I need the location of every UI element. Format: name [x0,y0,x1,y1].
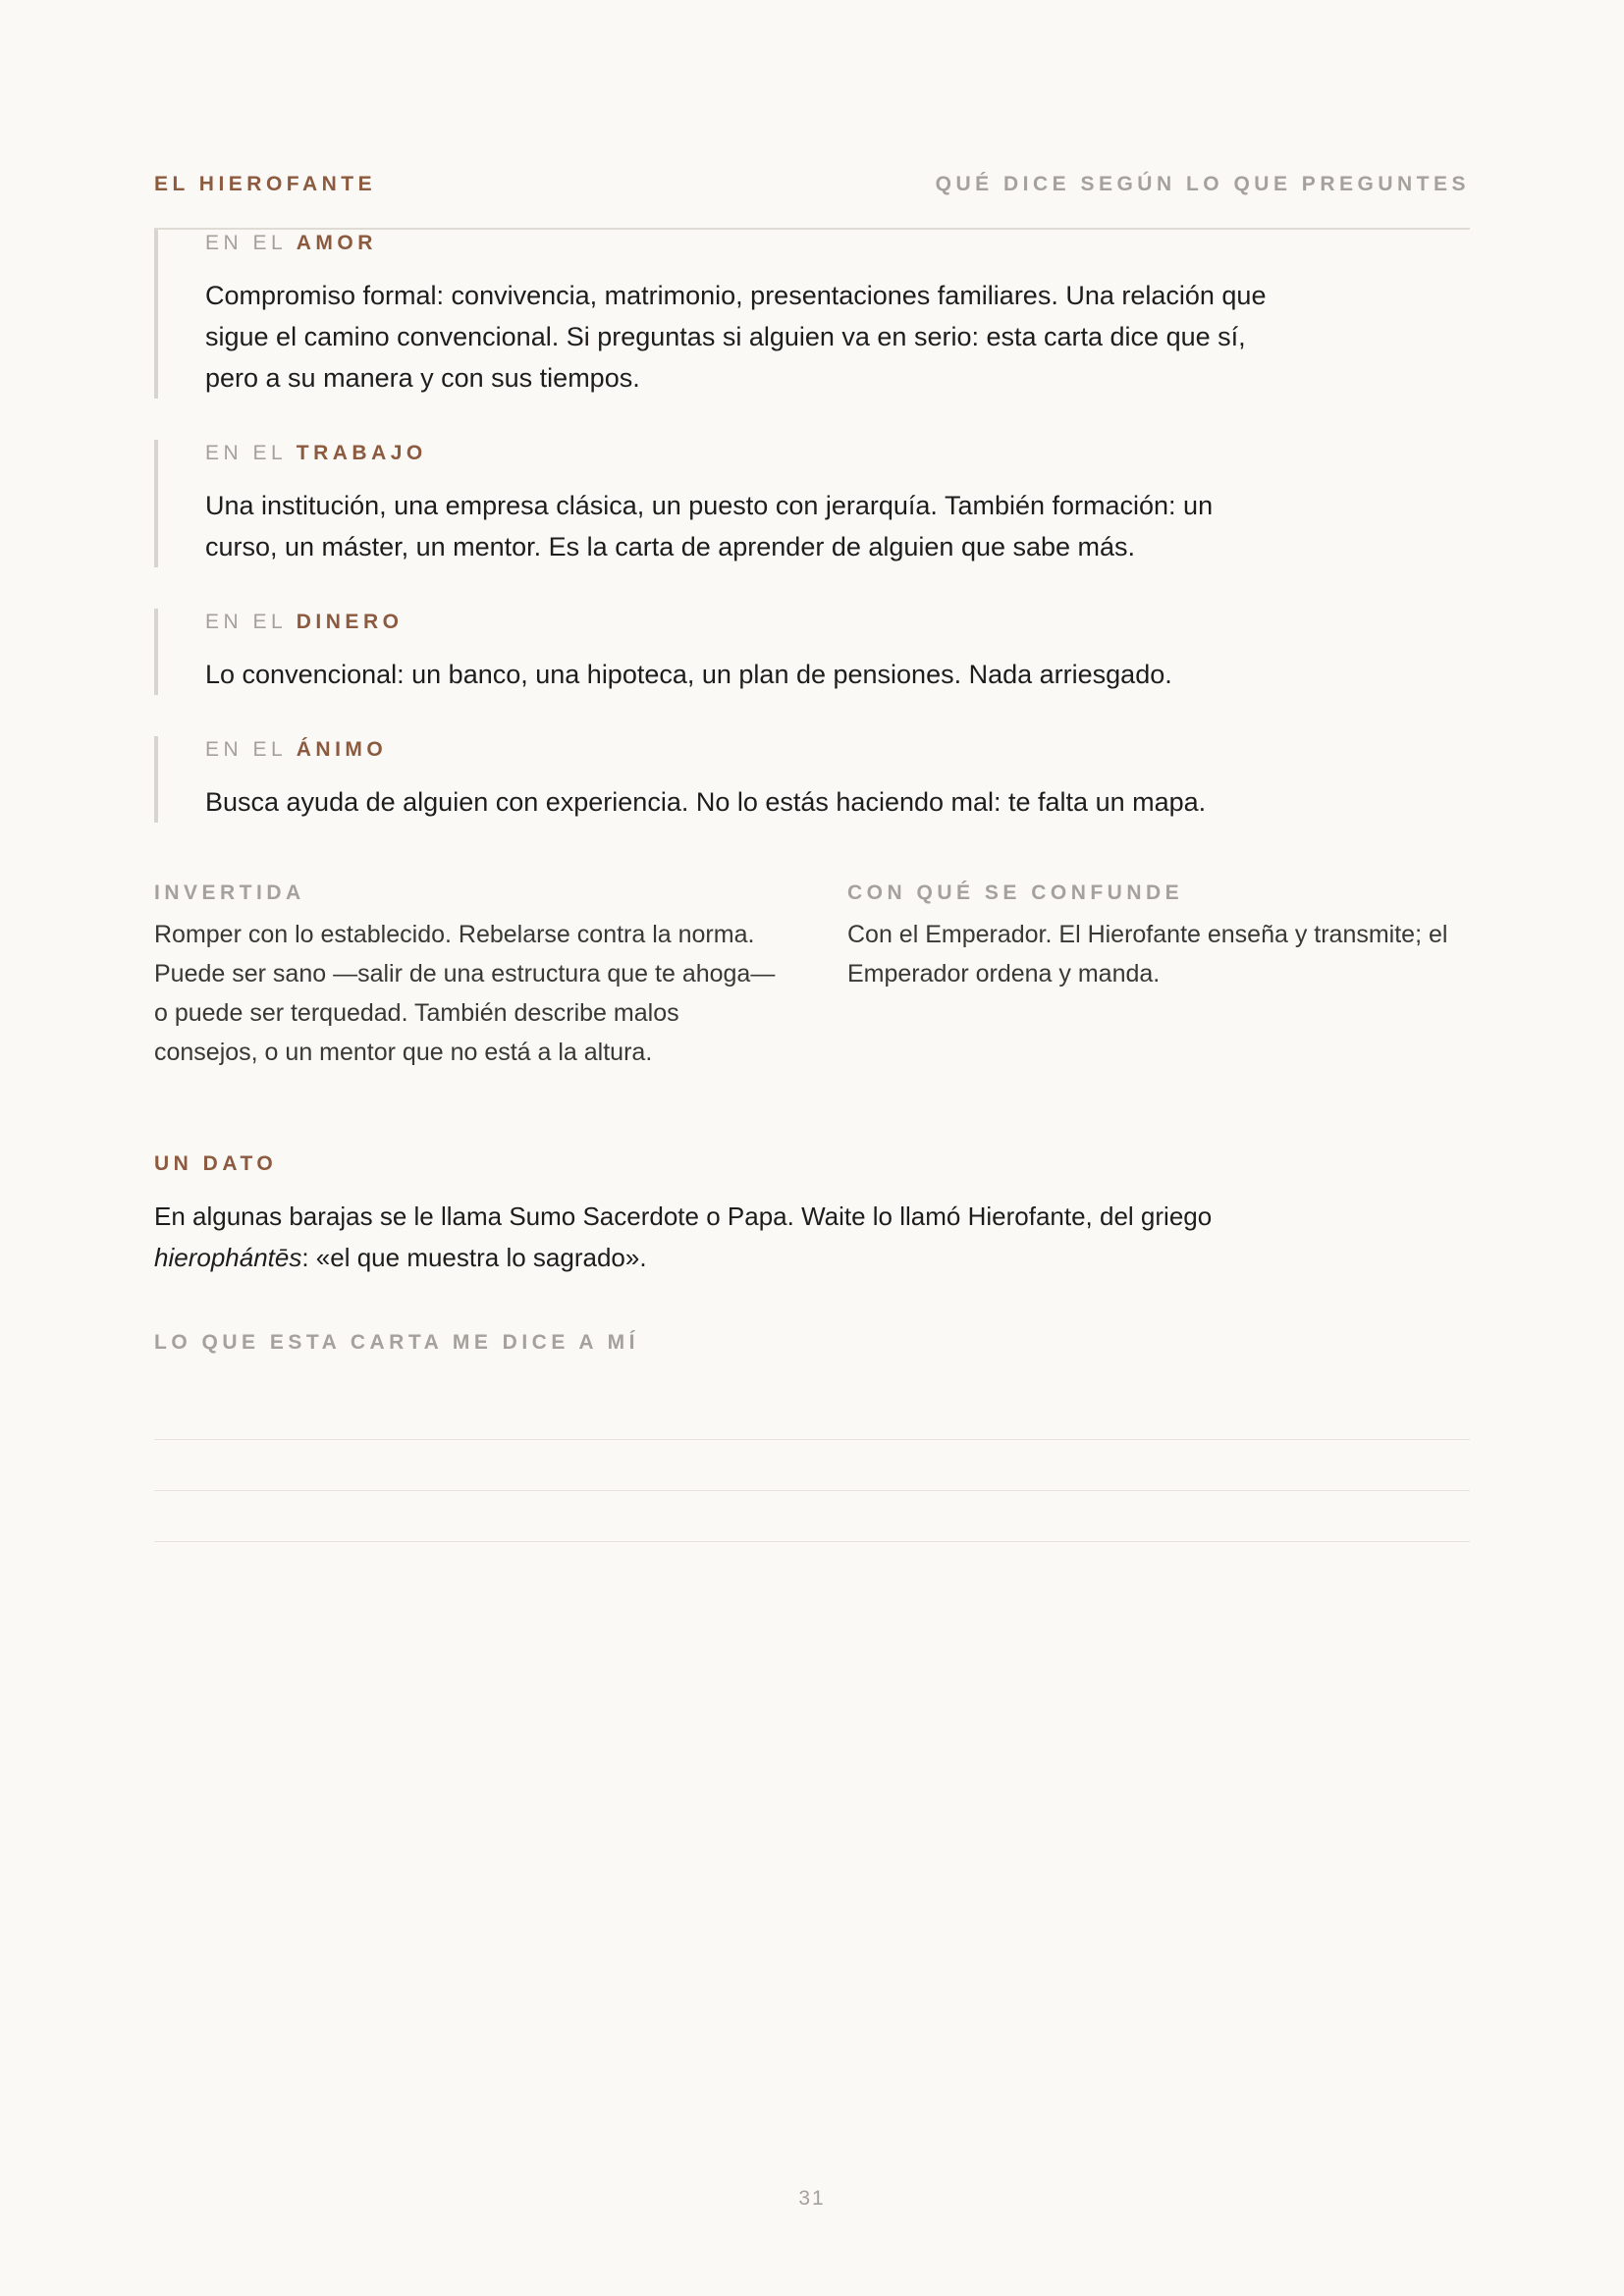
section-label-topic: ÁNIMO [296,738,388,761]
invertida-column [154,880,783,1072]
section-label-prefix: EN EL [205,611,287,633]
section-amor [154,230,1332,399]
section-text: Lo convencional: un banco, una hipoteca, un plan de pensiones. Nada arriesgado. [205,660,1172,689]
section-label-prefix: EN EL [205,232,287,254]
section-label [205,609,1332,636]
section-label-prefix: EN EL [205,442,287,464]
dato-text-start: En algunas barajas se le llama Sumo Sacerdote o Papa. Waite lo llamó Hierofante, del griego [154,1201,1213,1231]
section-label [205,736,1332,764]
dato-text-end: : «el que muestra lo sagrado». [301,1243,647,1272]
section-label-topic: DINERO [296,611,404,633]
running-head [154,173,1470,230]
confunde-column [847,880,1470,993]
section-text: Una institución, una empresa clásica, un puesto con jerarquía. También formación: un curso, un máster, un mentor. Es la carta de aprender de alguien que sabe más. [205,491,1214,561]
section-label-topic: AMOR [296,232,377,254]
card-title: EL HIEROFANTE [154,173,377,195]
note-line[interactable] [154,1541,1470,1542]
section-trabajo [154,440,1332,567]
invertida-label: INVERTIDA [154,881,305,904]
section-label-prefix: EN EL [205,738,287,761]
section-dinero [154,609,1332,695]
dato-text [154,1196,1215,1278]
section-label [205,440,1332,467]
note-line[interactable] [154,1490,1470,1491]
note-line[interactable] [154,1439,1470,1440]
dato-text-greek-term: hierophántēs [154,1243,302,1272]
section-text: Compromiso formal: convivencia, matrimonio, presentaciones familiares. Una relación que sigue el camino convencional. Si preguntas si alguien va en serio: esta carta dice que sí, pero a su manera y con sus tiempos. [205,281,1267,393]
section-label [205,230,1332,257]
section-animo [154,736,1332,823]
section-label-topic: TRABAJO [296,442,427,464]
invertida-text: Romper con lo establecido. Rebelarse contra la norma. Puede ser sano —salir de una estructura que te ahoga— o puede ser terquedad. También describe malos consejos, o un mentor que no está a la altura. [154,921,776,1066]
page [154,0,1470,2296]
notes-label: LO QUE ESTA CARTA ME DICE A MÍ [154,1331,639,1354]
section-text: Busca ayuda de alguien con experiencia. No lo estás haciendo mal: te falta un mapa. [205,787,1207,817]
chapter-title: QUÉ DICE SEGÚN LO QUE PREGUNTES [935,173,1470,195]
dato-label: UN DATO [154,1152,278,1175]
page-number: 31 [798,2187,826,2210]
confunde-text: Con el Emperador. El Hierofante enseña y transmite; el Emperador ordena y manda. [847,921,1448,988]
confunde-label: CON QUÉ SE CONFUNDE [847,881,1184,904]
